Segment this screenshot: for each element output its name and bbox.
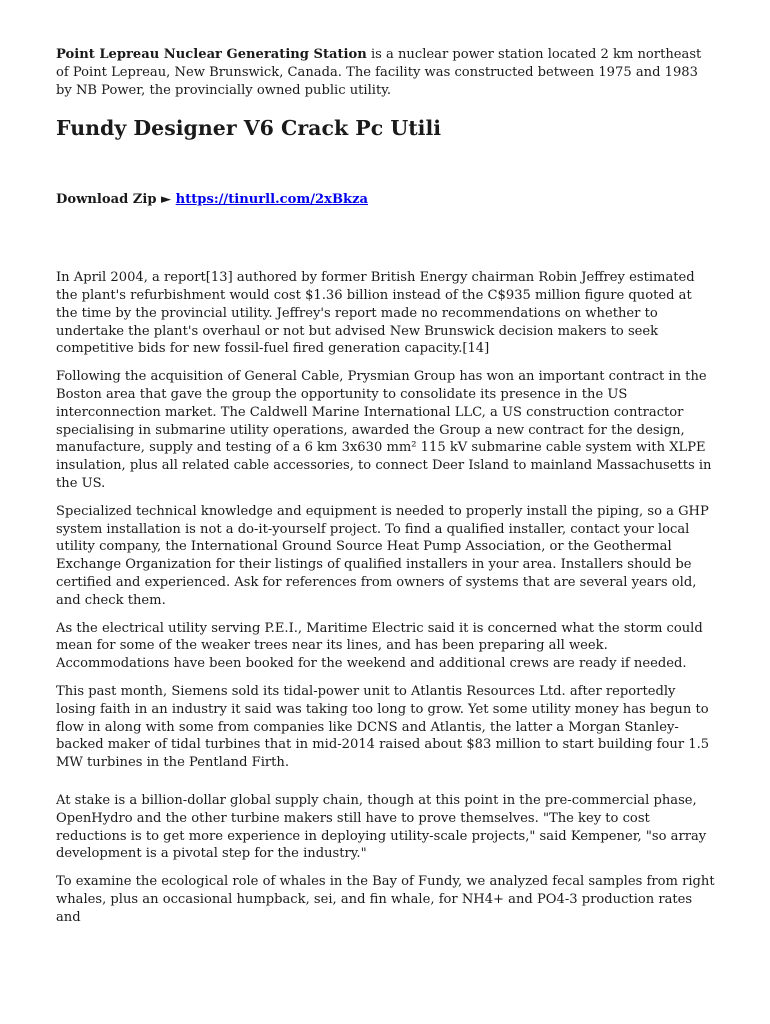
body-paragraph-1: In April 2004, a report[13] authored by former British Energy chairman Robin Jeffrey estimated the plant's refurbishment would cost $1.36 billion instead of the C$935 million figure quoted at the time by the provincial utility. Jeffrey's report made no recommendations on whether to undertake the plant's overhaul or not but advised New Brunswick decision makers to seek competitive bids for new fossil-fuel fired generation capacity.[14] [56,270,695,357]
station-name: Point Lepreau Nuclear Generating Station [56,47,367,62]
body-paragraph-4: As the electrical utility serving P.E.I., Maritime Electric said it is concerned what the storm could mean for some of the weaker trees near its lines, and has been preparing all week. Accommodations have been booked for the weekend and additional crews are ready if needed. [56,620,703,672]
body-paragraph-6: At stake is a billion-dollar global supply chain, though at this point in the pre-commercial phase, OpenHydro and the other turbine makers still have to prove themselves. "The key to cost reductions is to get more experience in deploying utility-scale projects," said Kempener, "so array development is a pivotal step for the industry." [56,792,707,862]
body-paragraph-3: Specialized technical knowledge and equipment is needed to properly install the piping, so a GHP system installation is not a do-it-yourself project. To find a qualified installer, contact your local utility company, the International Ground Source Heat Pump Association, or the Geothermal Exchange Organization for their listings of qualified installers in your area. Installers should be certified and experienced. Ask for references from owners of systems that are several years old, and check them. [56,503,709,608]
download-label: Download Zip ► [56,192,176,208]
body-paragraph-5: This past month, Siemens sold its tidal-power unit to Atlantis Resources Ltd. after reportedly losing faith in an industry it said was taking too long to grow. Yet some utility money has begun to flow in along with some from companies like DCNS and Atlantis, the latter a Morgan Stanley-backed maker of tidal turbines that in mid-2014 raised about $83 million to start building four 1.5 MW turbines in the Pentland Firth. [56,683,710,771]
intro-text: is a nuclear power station located 2 km northeast of Point Lepreau, New Brunswick, Canada. The facility was constructed between 1975 and 1983 by NB Power, the provincially owned public utility. [56,47,702,98]
download-line [56,191,716,209]
spacer [56,782,716,792]
intro-paragraph [56,46,716,99]
body-paragraph-2: Following the acquisition of General Cable, Prysmian Group has won an important contract in the Boston area that gave the group the opportunity to consolidate its presence in the US interconnection market. The Caldwell Marine International LLC, a US construction contractor specialising in submarine utility operations, awarded the Group a new contract for the design, manufacture, supply and testing of a 6 km 3x630 mm² 115 kV submarine cable system with XLPE insulation, plus all related cable accessories, to connect Deer Island to mainland Massachusetts in the US. [56,369,712,491]
download-link[interactable]: https://tinurll.com/2xBkza [175,192,368,208]
page-title: Fundy Designer V6 Crack Pc Utili [56,116,442,141]
body-paragraph-7: To examine the ecological role of whales in the Bay of Fundy, we analyzed fecal samples from right whales, plus an occasional humpback, sei, and fin whale, for NH4+ and PO4-3 production rates and [56,874,715,925]
spacer [56,219,716,269]
